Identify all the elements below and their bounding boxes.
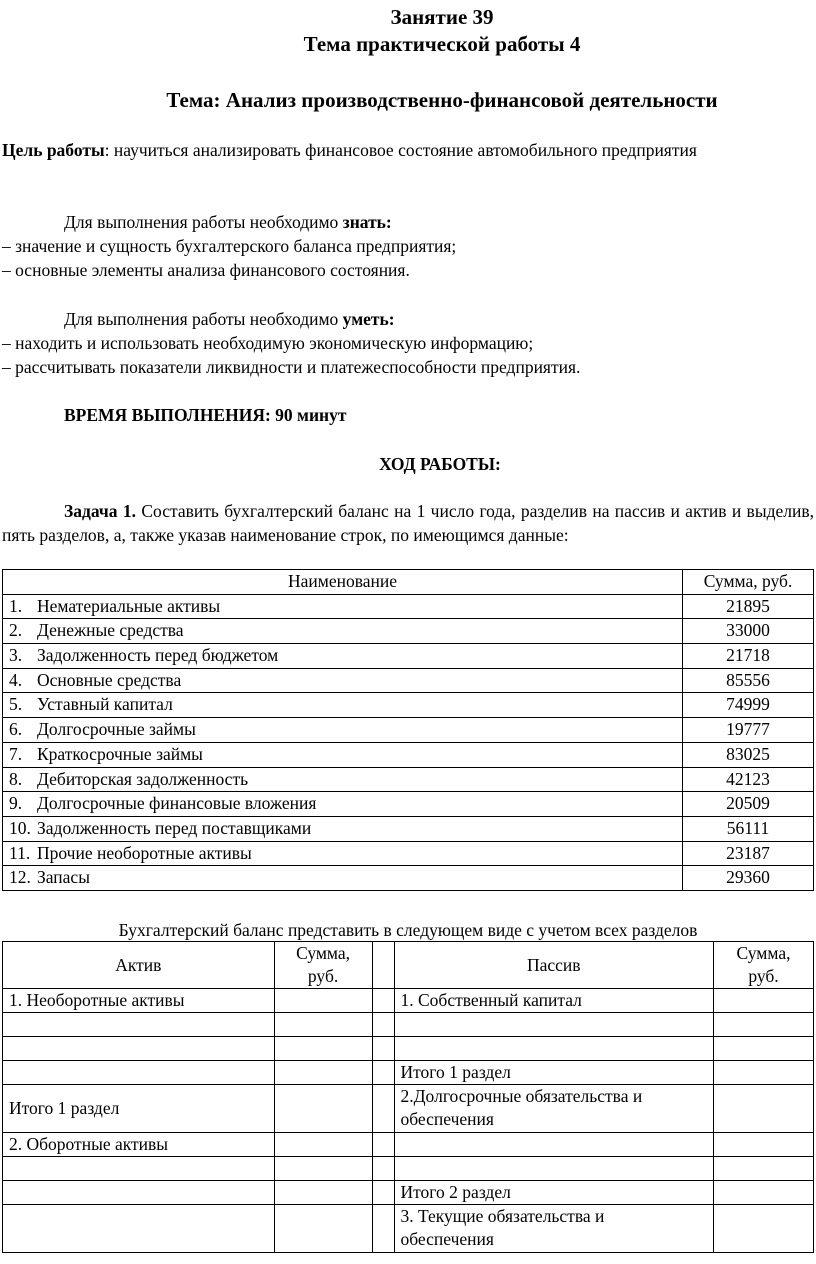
balance-cell: [274, 1037, 372, 1061]
spacer-cell: [372, 942, 394, 989]
asset-section1: 1. Необоротные активы: [3, 989, 275, 1013]
lesson-title: Занятие 39: [390, 5, 494, 29]
balance-row: [3, 1037, 814, 1061]
item-name-cell: [3, 693, 683, 718]
can-intro: [64, 307, 395, 331]
balance-table: [2, 941, 814, 1253]
table-row: [3, 841, 814, 866]
asset-total1: Итого 1 раздел: [3, 1085, 275, 1133]
balance-cell: [714, 1037, 814, 1061]
balance-cell: [714, 989, 814, 1013]
item-sum: 74999: [683, 693, 814, 718]
balance-cell: [394, 1133, 714, 1157]
task1-label: Задача 1.: [64, 501, 136, 521]
table-row: [3, 693, 814, 718]
item-name-cell: [3, 742, 683, 767]
balance-cell: [274, 1133, 372, 1157]
item-name-cell: [3, 792, 683, 817]
table-row: [3, 816, 814, 841]
balance-row: [3, 1085, 814, 1133]
spacer-cell: [372, 1181, 394, 1205]
spacer-cell: [372, 1133, 394, 1157]
table-row: [3, 644, 814, 669]
item-number: 7.: [9, 743, 23, 764]
liability-section1: 1. Собственный капитал: [394, 989, 714, 1013]
liability-section2-line2: обеспечения: [400, 1109, 494, 1129]
balance-header: [3, 942, 814, 989]
liability-section3-line2: обеспечения: [400, 1229, 494, 1249]
item-sum: 21895: [683, 594, 814, 619]
item-sum: 56111: [683, 816, 814, 841]
liability-total2: Итого 2 раздел: [394, 1181, 714, 1205]
sum-header-line2: руб.: [748, 966, 779, 986]
balance-cell: [274, 1181, 372, 1205]
item-sum: 21718: [683, 644, 814, 669]
task1-paragraph: [2, 499, 814, 547]
table-row: [3, 668, 814, 693]
header-sum: Сумма, руб.: [683, 570, 814, 595]
item-name-cell: [3, 718, 683, 743]
time-label: ВРЕМЯ ВЫПОЛНЕНИЯ: 90 минут: [64, 405, 347, 425]
item-sum: 29360: [683, 866, 814, 891]
balance-cell: [394, 1037, 714, 1061]
liability-sum-header: [714, 942, 814, 989]
sum-header-line1: Сумма,: [296, 943, 351, 963]
balance-cell: [274, 1061, 372, 1085]
goal-text: : научиться анализировать финансовое состояние автомобильного предприятия: [104, 140, 697, 160]
liability-section3: [394, 1205, 714, 1253]
item-name: Краткосрочные займы: [37, 743, 203, 764]
balance-row: [3, 1061, 814, 1085]
balance-cell: [3, 1181, 275, 1205]
practical-topic-title: Тема практической работы 4: [303, 32, 581, 56]
spacer-cell: [372, 1205, 394, 1253]
asset-header: Актив: [3, 942, 275, 989]
know-intro: [64, 210, 392, 234]
progress-title: ХОД РАБОТЫ:: [379, 454, 501, 474]
item-name: Уставный капитал: [37, 694, 173, 715]
can-item-1: – находить и использовать необходимую экономическую информацию;: [2, 333, 534, 353]
task1-text: Составить бухгалтерский баланс на 1 число года, разделив на пассив и актив и выделив, пять разделов, а, также указав наименование строк, по имеющимся данные:: [2, 501, 814, 545]
balance-cell: [714, 1133, 814, 1157]
item-sum: 20509: [683, 792, 814, 817]
balance-cell: [274, 1013, 372, 1037]
item-name-cell: [3, 866, 683, 891]
item-sum: 33000: [683, 619, 814, 644]
item-sum: 85556: [683, 668, 814, 693]
table-row: [3, 767, 814, 792]
item-name: Нематериальные активы: [37, 595, 221, 616]
balance-cell: [714, 1085, 814, 1133]
item-name-cell: [3, 767, 683, 792]
item-sum: 42123: [683, 767, 814, 792]
table-row: [3, 718, 814, 743]
know-item-1: – значение и сущность бухгалтерского баланса предприятия;: [2, 236, 457, 256]
balance-cell: [394, 1013, 714, 1037]
table-row: [3, 866, 814, 891]
goal-label: Цель работы: [2, 140, 105, 160]
balance-cell: [3, 1205, 275, 1253]
balance-row: [3, 1157, 814, 1181]
item-name-cell: [3, 816, 683, 841]
item-number: 9.: [9, 793, 23, 814]
balance-cell: [714, 1205, 814, 1253]
balance-cell: [714, 1181, 814, 1205]
balance-row: [3, 989, 814, 1013]
item-sum: 23187: [683, 841, 814, 866]
item-name-cell: [3, 668, 683, 693]
item-number: 6.: [9, 719, 23, 740]
balance-cell: [274, 1205, 372, 1253]
know-keyword: знать:: [342, 212, 392, 232]
item-name-cell: [3, 644, 683, 669]
table-row: [3, 792, 814, 817]
liability-header: Пассив: [394, 942, 714, 989]
sum-header-line2: руб.: [307, 966, 339, 986]
item-name: Основные средства: [37, 669, 182, 690]
balance-cell: [394, 1157, 714, 1181]
asset-section2: 2. Оборотные активы: [3, 1133, 275, 1157]
item-number: 2.: [9, 620, 23, 641]
table-row: [3, 742, 814, 767]
balance-cell: [3, 1061, 275, 1085]
balance-row: [3, 1133, 814, 1157]
header-name: Наименование: [3, 570, 683, 595]
asset-sum-header: [274, 942, 372, 989]
balance-cell: [3, 1157, 275, 1181]
balance-row: [3, 1205, 814, 1253]
balance-cell: [3, 1037, 275, 1061]
item-number: 3.: [9, 645, 23, 666]
balance-cell: [714, 1061, 814, 1085]
liability-section3-line1: 3. Текущие обязательства и: [400, 1206, 605, 1226]
item-name: Прочие необоротные активы: [37, 842, 252, 863]
item-sum: 19777: [683, 718, 814, 743]
liability-section2: [394, 1085, 714, 1133]
spacer-cell: [372, 1085, 394, 1133]
item-sum: 83025: [683, 742, 814, 767]
can-intro-text: Для выполнения работы необходимо: [64, 309, 343, 329]
item-name-cell: [3, 594, 683, 619]
know-intro-text: Для выполнения работы необходимо: [64, 212, 343, 232]
table-row: [3, 619, 814, 644]
item-name-cell: [3, 619, 683, 644]
balance-cell: [274, 1085, 372, 1133]
spacer-cell: [372, 1157, 394, 1181]
item-number: 8.: [9, 768, 23, 789]
items-table-header: [3, 570, 814, 595]
goal-paragraph: [2, 138, 814, 162]
can-keyword: уметь:: [342, 309, 395, 329]
balance-row: [3, 1181, 814, 1205]
balance-cell: [714, 1013, 814, 1037]
spacer-cell: [372, 1061, 394, 1085]
item-name: Задолженность перед поставщиками: [37, 817, 312, 838]
balance-cell: [274, 1157, 372, 1181]
balance-cell: [714, 1157, 814, 1181]
topic-title: Тема: Анализ производственно-финансовой деятельности: [166, 88, 718, 112]
item-name-cell: [3, 841, 683, 866]
item-name: Долгосрочные займы: [37, 719, 196, 740]
item-number: 4.: [9, 669, 23, 690]
item-name: Задолженность перед бюджетом: [37, 645, 279, 666]
balance-cell: [3, 1013, 275, 1037]
balance-row: [3, 1013, 814, 1037]
spacer-cell: [372, 1013, 394, 1037]
item-name: Долгосрочные финансовые вложения: [37, 793, 317, 814]
item-number: 11.: [9, 842, 31, 863]
balance-caption: Бухгалтерский баланс представить в следующем виде с учетом всех разделов: [118, 920, 698, 940]
spacer-cell: [372, 1037, 394, 1061]
liability-section2-line1: 2.Долгосрочные обязательства и: [400, 1086, 643, 1106]
item-name: Запасы: [37, 867, 90, 888]
sum-header-line1: Сумма,: [736, 943, 791, 963]
balance-cell: [274, 989, 372, 1013]
item-number: 12.: [9, 867, 31, 888]
know-item-2: – основные элементы анализа финансового состояния.: [2, 260, 410, 280]
item-number: 1.: [9, 595, 23, 616]
liability-total1: Итого 1 раздел: [394, 1061, 714, 1085]
table-row: [3, 594, 814, 619]
item-name: Денежные средства: [37, 620, 184, 641]
can-item-2: – рассчитывать показатели ликвидности и платежеспособности предприятия.: [2, 357, 581, 377]
spacer-cell: [372, 989, 394, 1013]
items-table: [2, 569, 814, 891]
item-number: 5.: [9, 694, 23, 715]
item-name: Дебиторская задолженность: [37, 768, 249, 789]
item-number: 10.: [9, 817, 31, 838]
